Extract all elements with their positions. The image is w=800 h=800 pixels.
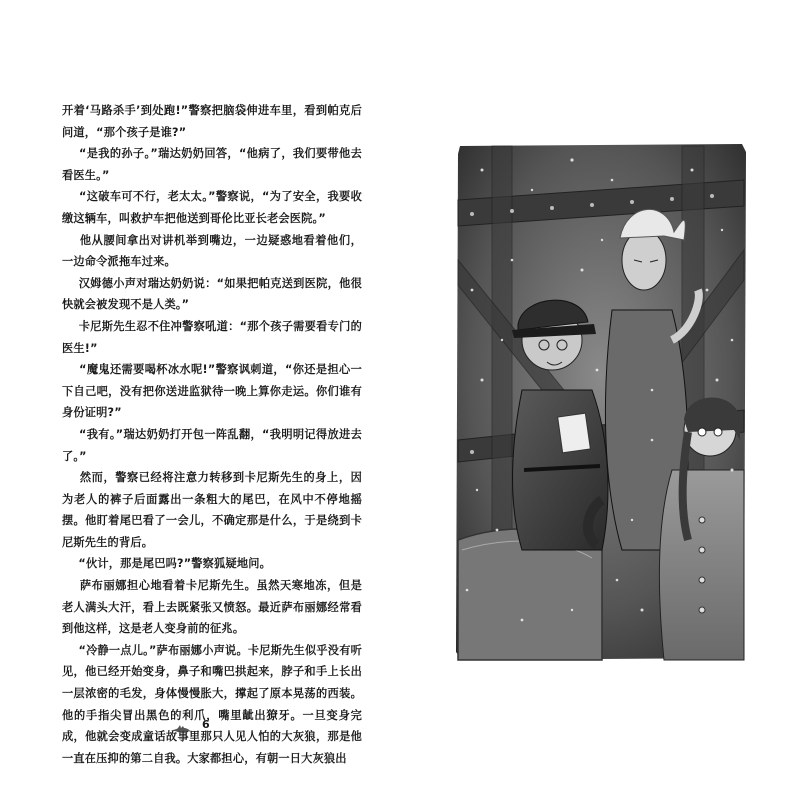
paragraph: “这破车可不行，老太太。”警察说，“为了安全，我要收缴这辆车，叫救护车把他送到哥伦比亚长老会医院。” [62,190,362,225]
paragraph: “是我的孙子。”瑞达奶奶回答，“他病了，我们要带他去看医生。” [62,147,362,182]
wolf-ornament-icon [170,719,192,731]
paragraph: “魔鬼还需要喝杯冰水呢!”警察讽刺道，“你还是担心一下自己吧，没有把你送进监狱待一晚上算你走运。你们谁有身份证明?” [62,363,362,420]
paragraph: 卡尼斯先生忍不住冲警察吼道：“那个孩子需要看专门的医生!” [62,319,362,355]
body-text [62,100,362,769]
paragraph: 汉姆德小声对瑞达奶奶说：“如果把帕克送到医院，他很快就会被发现不是人类。” [62,276,362,312]
paragraph: “伙计，那是尾巴吗?”警察狐疑地问。 [62,557,271,571]
paragraph: 萨布丽娜担心地看着卡尼斯先生。虽然天寒地冻，但是老人满头大汗，看上去既紧张又愤怒。最近萨布丽娜经常看到他这样，这是老人变身前的征兆。 [62,579,362,636]
page-footer [170,718,210,731]
right-page [400,0,800,800]
story-illustration [452,140,750,662]
paragraph: 然而，警察已经将注意力转移到卡尼斯先生的身上，因为老人的裤子后面露出一条粗大的尾巴，在风中不停地摇摆。他盯着尾巴看了一会儿，不确定那是什么，于是绕到卡尼斯先生的背后。 [62,471,362,549]
paragraph: 开着‘马路杀手’到处跑!”警察把脑袋伸进车里，看到帕克后问道，“那个孩子是谁?” [62,104,362,139]
paragraph: “我有。”瑞达奶奶打开包一阵乱翻，“我明明记得放进去了。” [62,427,362,463]
paragraph: 他从腰间拿出对讲机举到嘴边，一边疑惑地看着他们，一边命令派拖车过来。 [62,233,362,269]
paragraph: “冷静一点儿。”萨布丽娜小声说。卡尼斯先生似乎没有听见，他已经开始变身，鼻子和嘴巴拱起来，脖子和手上长出一层浓密的毛发，身体慢慢胀大，撑起了原本晃荡的西装。他的手指尖冒出黑色的利爪，嘴里龇出獠牙。一旦变身完成，他就会变成童话故事里那只人见人怕的大灰狼，那是他一直在压抑的第二自我。大家都担心，有朝一日大灰狼出 [62,643,362,765]
page-number: 6 [202,718,210,731]
